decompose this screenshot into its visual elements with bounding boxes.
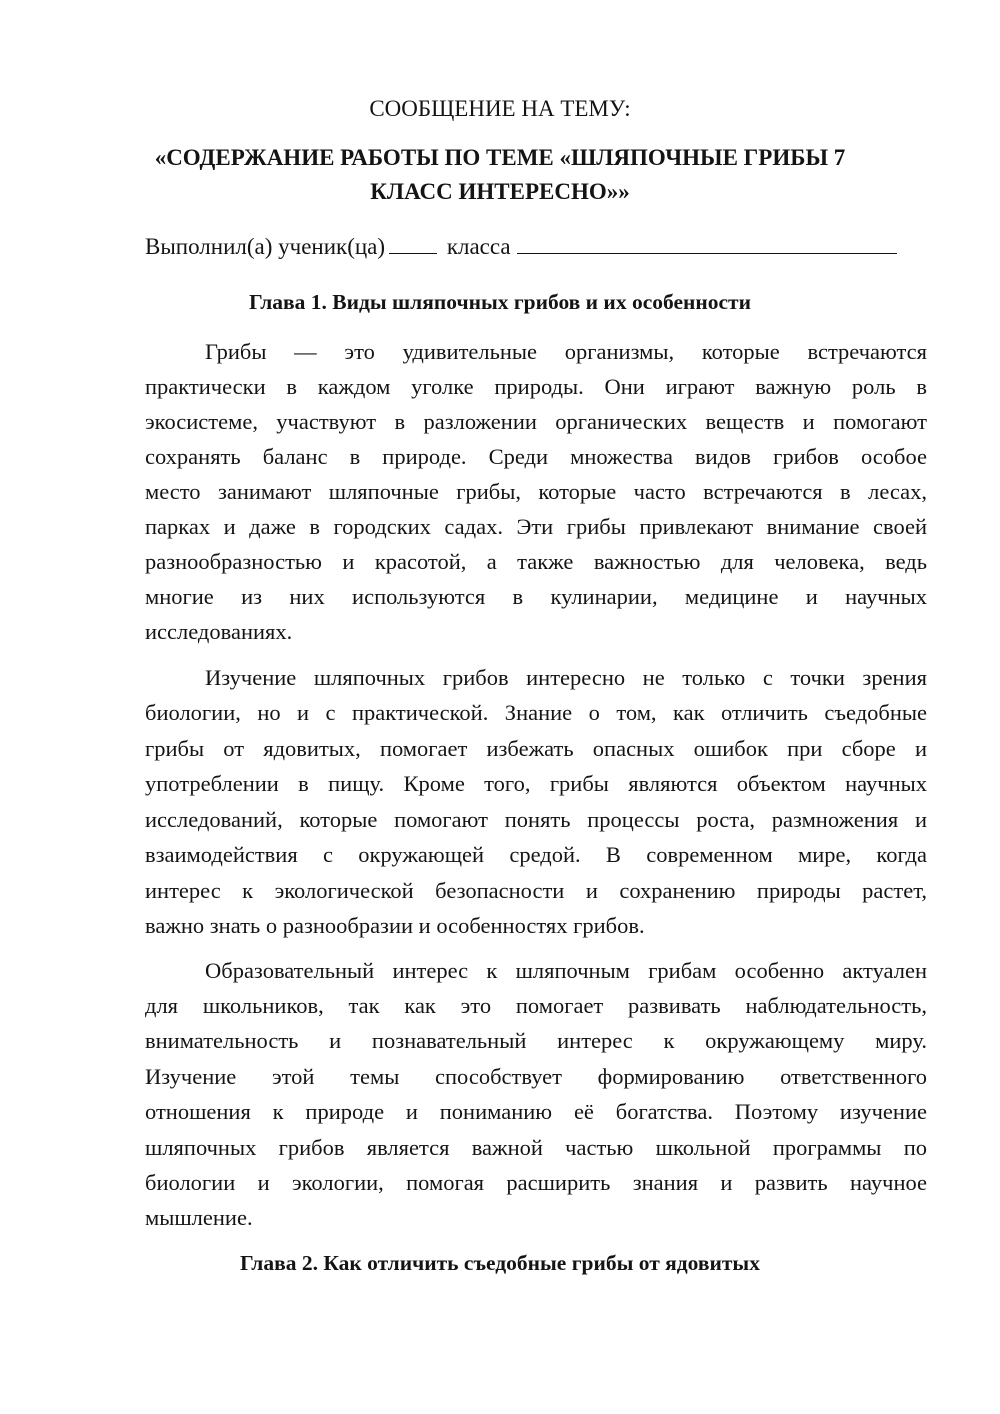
paragraph-line: экосистеме, участвуют в разложении органических веществ и помогают [145, 409, 927, 434]
paragraph-line: биологии и экологии, помогая расширить знания и развить научное [145, 1170, 927, 1195]
document-subject: СООБЩЕНИЕ НА ТЕМУ: [369, 96, 631, 121]
paragraph-line: Образовательный интерес к шляпочным грибам особенно актуален [205, 958, 927, 983]
paragraph-line: Изучение шляпочных грибов интересно не только с точки зрения [205, 665, 927, 690]
paragraph-line: исследованиях. [145, 619, 293, 644]
paragraph-line: сохранять баланс в природе. Среди множества видов грибов особое [145, 444, 927, 469]
paragraph-line: Изучение этой темы способствует формированию ответственного [145, 1064, 927, 1089]
paragraph-line: для школьников, так как это помогает развивать наблюдательность, [145, 993, 927, 1018]
chapter-1-heading: Глава 1. Виды шляпочных грибов и их особенности [248, 290, 752, 314]
paragraph-line: шляпочных грибов является важной частью школьной программы по [145, 1135, 927, 1160]
paragraph-line: употреблении в пищу. Кроме того, грибы являются объектом научных [145, 771, 927, 796]
paragraph-line: исследований, которые помогают понять процессы роста, размножения и [145, 807, 927, 832]
paragraph-line: внимательность и познавательный интерес к окружающему миру. [145, 1028, 927, 1053]
author-line [145, 230, 935, 264]
paragraph-line: мышление. [145, 1205, 253, 1230]
paragraph-line: Грибы — это удивительные организмы, которые встречаются [205, 339, 927, 364]
author-name-blank [517, 231, 897, 254]
chapter-2-heading: Глава 2. Как отличить съедобные грибы от ядовитых [240, 1251, 760, 1275]
paragraph-line: биологии, но и с практической. Знание о том, как отличить съедобные [145, 700, 927, 725]
paragraph-line: многие из них используются в кулинарии, медицине и научных [145, 584, 927, 609]
paragraph-line: парках и даже в городских садах. Эти грибы привлекают внимание своей [145, 514, 927, 539]
class-word: класса [446, 234, 511, 259]
paragraph-line: интерес к экологической безопасности и сохранению природы растет, [145, 878, 927, 903]
paragraph-line: грибы от ядовитых, помогает избежать опасных ошибок при сборе и [145, 736, 927, 761]
paragraph-line: взаимодействия с окружающей средой. В современном мире, когда [145, 842, 927, 867]
class-number-blank [389, 231, 437, 254]
paragraph-line: важно знать о разнообразии и особенностях грибов. [145, 913, 645, 938]
document-title-line-1: «СОДЕРЖАНИЕ РАБОТЫ ПО ТЕМЕ «ШЛЯПОЧНЫЕ ГРИБЫ 7 [154, 145, 846, 170]
paragraph-line: отношения к природе и пониманию её богатства. Поэтому изучение [145, 1099, 927, 1124]
paragraph-line: разнообразностью и красотой, а также важностью для человека, ведь [145, 549, 927, 574]
paragraph-line: место занимают шляпочные грибы, которые часто встречаются в лесах, [145, 479, 927, 504]
paragraph-line: практически в каждом уголке природы. Они играют важную роль в [145, 374, 927, 399]
document-title-line-2: КЛАСС ИНТЕРЕСНО»» [370, 179, 630, 204]
author-prefix: Выполнил(а) ученик(ца) [145, 234, 386, 259]
